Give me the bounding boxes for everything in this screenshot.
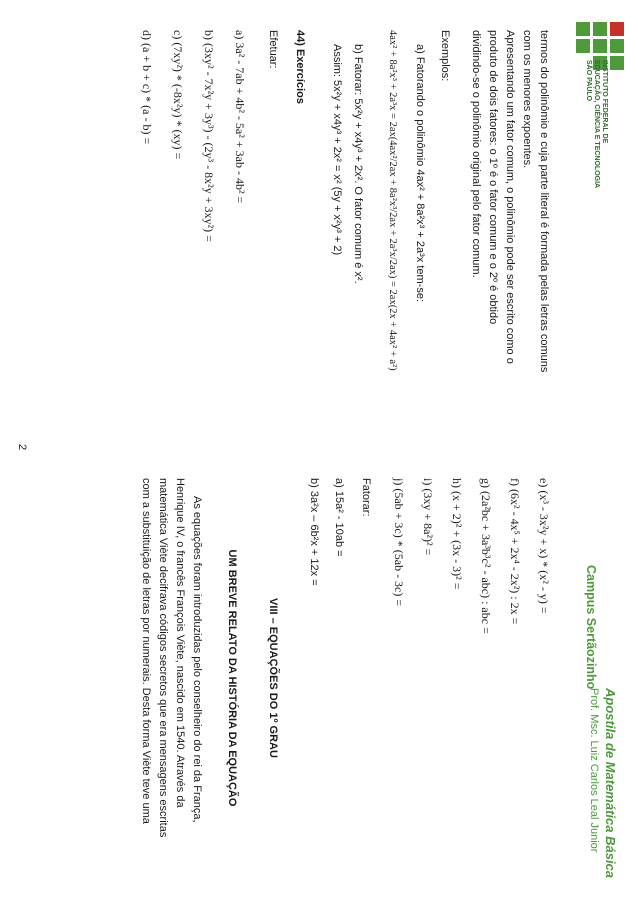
- exercise-item: c) (7xy²) * (-8x²y) * (xy) =: [171, 30, 185, 160]
- history-line: matemática Viète decifrava códigos secretos que era mensagens escritas: [157, 478, 169, 838]
- exercise-item: a) 3a² - 7ab + 4b² - 5a² + 3ab - 4b² =: [233, 30, 247, 204]
- history-line: As equações foram introduzidas pelo conselheiro do rei da França,: [191, 496, 203, 823]
- history-line: Henrique IV, o francês François Viète, nascido em 1540. Através da: [174, 478, 186, 808]
- apostila-title: Apostila de Matemática Básica: [603, 688, 618, 879]
- efetuar-label: Efetuar:: [267, 30, 279, 69]
- factor-item: a) 15a² - 10ab =: [333, 478, 345, 557]
- example-b: b) Fatorar: 5x²y + x4y³ + 2x². O fator comum é x².: [352, 44, 364, 284]
- history-line: com a substituição de letras por numerais. Desta forma Viète teve uma: [140, 478, 152, 824]
- exercise-item: g) (2a²bc + 3a³b³c² - abc) : abc =: [479, 478, 493, 634]
- exercise-item: i) (3xy + 8a²)² =: [421, 478, 435, 556]
- exercise-item: d) (a + b + c) * (a - b) =: [140, 30, 154, 145]
- history-title: UM BREVE RELATO DA HISTÓRIA DA EQUAÇÃO: [226, 549, 238, 807]
- examples-label: Exemplos:: [439, 30, 451, 82]
- example-a: a) Fatorando o polinômio 4ax² + 8a²x³ + 2a³x tem-se:: [414, 44, 426, 303]
- example-b-equation: Assim: 5x²y + x4y³ + 2x² = x² (5y + x²y³ + 2): [331, 44, 343, 256]
- section-title: VIII – EQUAÇÕES DO 1º GRAU: [267, 598, 279, 758]
- intro-line: Apresentando um fator comum, o polinômio pode ser escrito como o: [504, 30, 516, 364]
- factor-item: b) 3a²x – 6b²x + 12x =: [308, 478, 320, 586]
- exercise-item: f) (6x² - 4x⁵ + 2x⁴ - 2x²) : 2x =: [508, 478, 522, 625]
- intro-line: termos do polinômio e cuja parte literal é formada pelas letras comuns: [538, 30, 550, 373]
- fatorar-label: Fatorar:: [360, 478, 372, 517]
- exercise-item: j) (5ab + 3c) * (5ab - 3c) =: [392, 478, 406, 607]
- page-number: 2: [16, 444, 28, 451]
- exercise-item: h) (x + 2)² + (3x - 3)² =: [450, 478, 464, 590]
- exercise-item: b) (3xy² - 7x²y + 3y³) - (2y³ - 8x²y + 3xy²) =: [202, 30, 216, 242]
- institute-name: INSTITUTO FEDERAL DE EDUCAÇÃO, CIÊNCIA E TECNOLOGIA SÃO PAULO: [585, 60, 608, 189]
- exercise-item: e) (x³ - 3x²y + x) * (x² - y) =: [537, 478, 551, 614]
- example-a-equation: 4ax² + 8a²x³ + 2a³x = 2ax(4ax²/2ax + 8a²x³/2ax + 2a³x/2ax) = 2ax(2x + 4ax² + a²): [387, 30, 398, 371]
- professor-name: Prof. Msc. Luiz Carlos Leal Junior: [588, 688, 600, 853]
- intro-line: com os menores expoentes.: [521, 30, 533, 169]
- intro-line: produto de dois fatores: o 1º é o fator comum e o 2º é obtido: [487, 30, 499, 325]
- campus-title: Campus Sertãozinho: [584, 565, 598, 690]
- right-column: [137, 478, 552, 878]
- exercises-title: 44) Exercícios: [294, 30, 306, 104]
- left-column: [138, 30, 552, 445]
- intro-line: dividindo-se o polinômio original pelo fator comum.: [470, 30, 482, 278]
